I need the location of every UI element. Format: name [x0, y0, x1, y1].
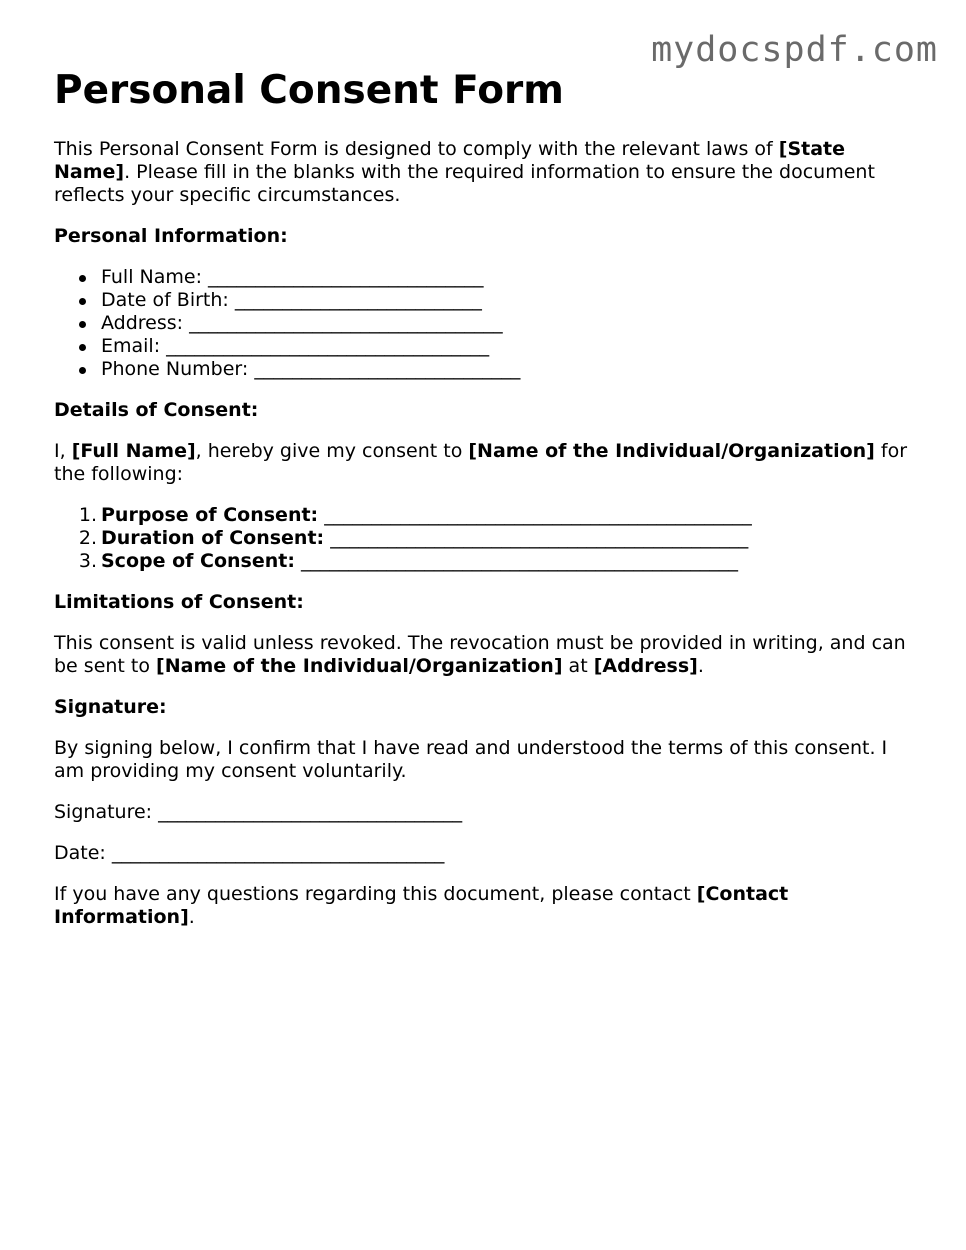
- limitations-heading: Limitations of Consent:: [54, 591, 304, 613]
- fill-blank: ___________________________________: [111, 842, 445, 864]
- footer-text-after: .: [188, 906, 195, 928]
- details-paragraph: [54, 440, 914, 486]
- intro-paragraph: [54, 138, 914, 207]
- details-heading: Details of Consent:: [54, 399, 259, 421]
- limitations-text-1: This consent is valid unless revoked. The revocation must be provided in writing, and can be sent to: [54, 632, 906, 677]
- field-label: Phone Number:: [101, 358, 249, 380]
- watermark: mydocspdf.com: [651, 30, 938, 70]
- page-title: Personal Consent Form: [54, 68, 564, 113]
- contact-placeholder: [Contact Information]: [54, 883, 789, 928]
- fill-blank: _________________________________: [189, 312, 503, 334]
- fill-blank: __________________________________: [166, 335, 490, 357]
- field-address: [54, 312, 914, 335]
- field-full-name: [54, 266, 914, 289]
- item-label: Scope of Consent:: [101, 550, 295, 572]
- field-date-of-birth: [54, 289, 914, 312]
- organization-placeholder: [Name of the Individual/Organization]: [468, 440, 875, 462]
- fill-blank: ________________________________: [158, 801, 463, 823]
- field-label: Date of Birth:: [101, 289, 229, 311]
- details-text-3: for the following:: [54, 440, 908, 485]
- field-label: Full Name:: [101, 266, 202, 288]
- fill-blank: ______________________________________________: [301, 550, 739, 572]
- item-number: 2.: [78, 527, 97, 549]
- footer-text-before: If you have any questions regarding this document, please contact: [54, 883, 697, 905]
- address-placeholder: [Address]: [593, 655, 698, 677]
- date-label: Date:: [54, 842, 106, 864]
- signature-statement: By signing below, I confirm that I have read and understood the terms of this consent. I am providing my consent voluntarily.: [54, 737, 888, 782]
- field-label: Address:: [101, 312, 184, 334]
- item-label: Duration of Consent:: [101, 527, 325, 549]
- signature-line: [54, 801, 914, 824]
- consent-items-list: [54, 504, 914, 573]
- field-phone-number: [54, 358, 914, 381]
- limitations-text-2: at: [562, 655, 594, 677]
- field-label: Email:: [101, 335, 161, 357]
- personal-info-heading: Personal Information:: [54, 225, 288, 247]
- full-name-placeholder: [Full Name]: [71, 440, 196, 462]
- fill-blank: _____________________________: [208, 266, 484, 288]
- state-name-placeholder: [State Name]: [54, 138, 846, 183]
- field-email: [54, 335, 914, 358]
- item-number: 3.: [78, 550, 97, 572]
- personal-info-list: [54, 266, 914, 381]
- intro-text-before: This Personal Consent Form is designed to comply with the relevant laws of: [54, 138, 779, 160]
- organization-placeholder: [Name of the Individual/Organization]: [156, 655, 563, 677]
- item-number: 1.: [78, 504, 97, 526]
- consent-item-purpose: [54, 504, 914, 527]
- date-line: [54, 842, 914, 865]
- document-page: [54, 66, 914, 947]
- item-label: Purpose of Consent:: [101, 504, 319, 526]
- details-text-1: I,: [54, 440, 72, 462]
- footer-paragraph: [54, 883, 914, 929]
- fill-blank: _____________________________________________: [324, 504, 752, 526]
- limitations-paragraph: [54, 632, 914, 678]
- limitations-text-3: .: [697, 655, 704, 677]
- details-text-2: , hereby give my consent to: [195, 440, 469, 462]
- consent-item-duration: [54, 527, 914, 550]
- signature-heading: Signature:: [54, 696, 167, 718]
- fill-blank: ____________________________: [254, 358, 521, 380]
- fill-blank: ____________________________________________: [330, 527, 749, 549]
- fill-blank: __________________________: [234, 289, 482, 311]
- consent-item-scope: [54, 550, 914, 573]
- signature-label: Signature:: [54, 801, 153, 823]
- intro-text-after: . Please fill in the blanks with the required information to ensure the document reflects your specific circumstances.: [54, 161, 875, 206]
